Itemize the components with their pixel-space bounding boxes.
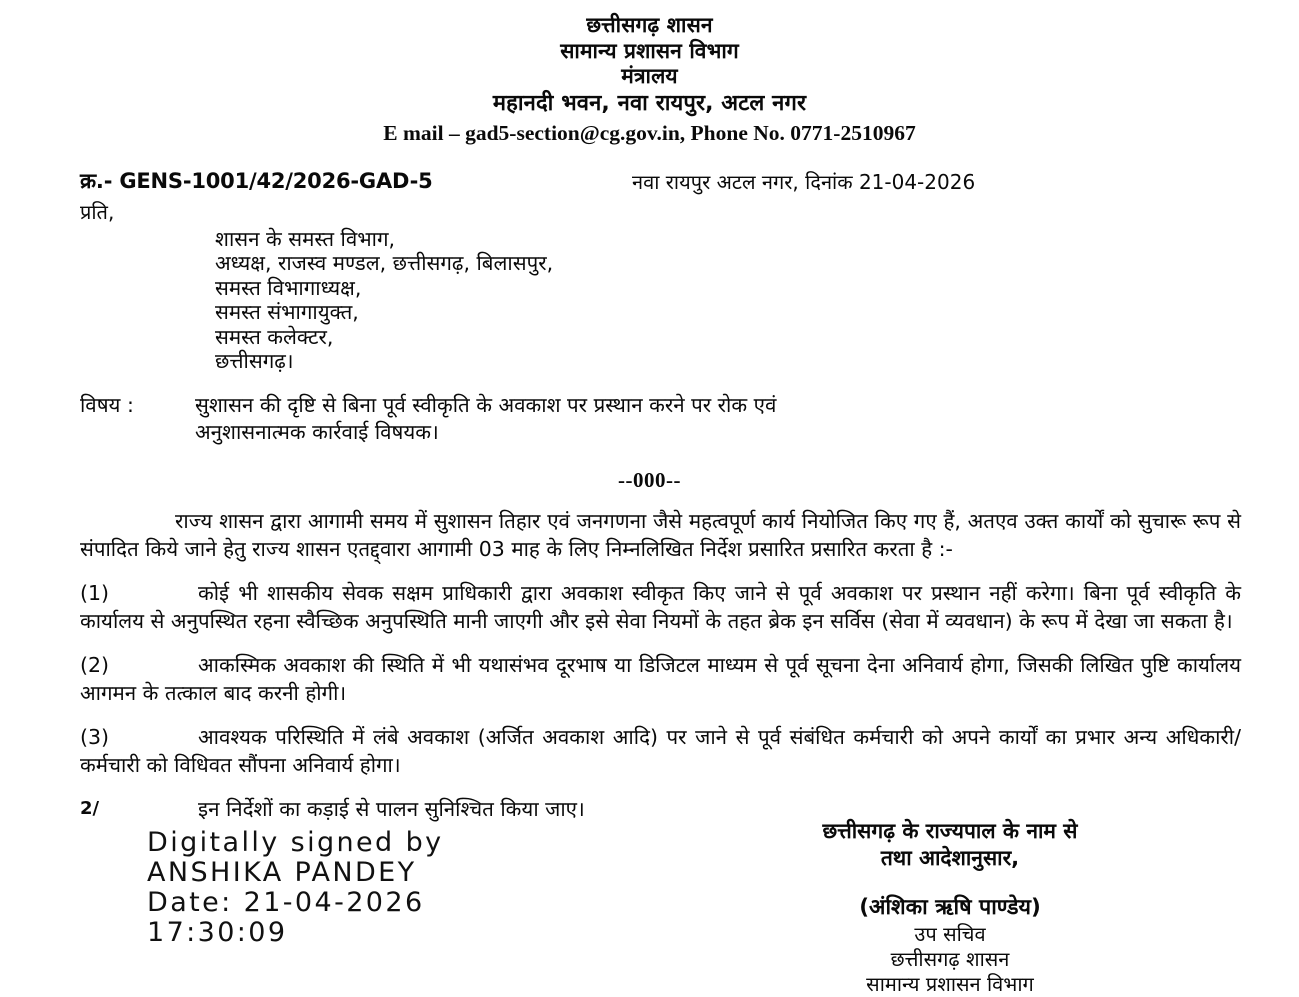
list-item: समस्त संभागायुक्त, [215, 300, 359, 325]
subject-line-2: अनुशासनात्मक कार्रवाई विषयक। [195, 420, 439, 445]
reference-number: क्र.- GENS-1001/42/2026-GAD-5 [80, 168, 433, 193]
reference-row [0, 167, 1299, 197]
section-separator: --000-- [618, 468, 681, 493]
subject-line-1: सुशासन की दृष्टि से बिना पूर्व स्वीकृति के अवकाश पर प्रस्थान करने पर रोक एवं [195, 393, 777, 418]
list-item: समस्त विभागाध्यक्ष, [215, 275, 362, 300]
point-marker: (2) [80, 653, 110, 678]
to-label: प्रति, [80, 199, 115, 224]
intro-paragraph: राज्य शासन द्वारा आगामी समय में सुशासन तिहार एवं जनगणना जैसे महत्वपूर्ण कार्य नियोजित किए गए हैं, अतएव उक्त कार्यों को सुचारू रूप से संपादित किये जाने हेतु राज्य शासन एतद्द्वारा आगामी 03 माह के लिए निम्नलिखित निर्देश प्रसारित प्रसारित करता है :- [80, 509, 1241, 562]
place-and-date: नवा रायपुर अटल नगर, दिनांक 21-04-2026 [632, 169, 976, 194]
instruction-point-2 [0, 651, 1299, 707]
instruction-point-1 [0, 579, 1299, 635]
signatory-name: (अंशिका ऋषि पाण्डेय) [859, 895, 1041, 920]
point-text: आवश्यक परिस्थिति में लंबे अवकाश (अर्जित अवकाश आदि) पर जाने से पूर्व संबंधित कर्मचारी को अपने कार्यों का प्रभार अन्य अधिकारी/कर्मचारी को विधिवत सौंपना अनिवार्य होगा। [80, 725, 1241, 778]
digital-signature-stamp [147, 828, 444, 948]
point-text: कोई भी शासकीय सेवक सक्षम प्राधिकारी द्वारा अवकाश स्वीकृत किए जाने से पूर्व अवकाश पर प्रस्थान नहीं करेगा। बिना पूर्व स्वीकृति के कार्यालय से अनुपस्थित रहना स्वैच्छिक अनुपस्थिति मानी जाएगी और इसे सेवा नियमों के तहत ब्रेक इन सर्विस (सेवा में व्यवधान) के रूप में देखा जा सकता है। [80, 581, 1241, 634]
list-item: शासन के समस्त विभाग, [215, 226, 396, 251]
office-address: महानदी भवन, नवा रायपुर, अटल नगर [492, 90, 807, 116]
digital-signature-line-1: Digitally signed by [147, 827, 444, 858]
signatory-department: सामान्य प्रशासन विभाग [866, 972, 1034, 996]
authority-line-1: छत्तीसगढ़ के राज्यपाल के नाम से [822, 819, 1078, 843]
signatory-government: छत्तीसगढ़ शासन [890, 947, 1010, 971]
contact-line: E mail – gad5-section@cg.gov.in, Phone No. 0771-2510967 [383, 120, 916, 145]
list-item: छत्तीसगढ़। [215, 349, 294, 374]
subject-block [0, 392, 1299, 446]
government-name: छत्तीसगढ़ शासन [586, 13, 713, 37]
instruction-point-3 [0, 723, 1299, 779]
subject-text [195, 392, 1241, 446]
authority-line-2: तथा आदेशानुसार, [880, 846, 1020, 870]
footer-zone [0, 818, 1299, 996]
digital-signature-signer: ANSHIKA PANDEY [147, 857, 417, 888]
digital-signature-time: 17:30:09 [147, 917, 288, 948]
signatory-designation: उप सचिव [914, 922, 986, 946]
point-marker: (3) [80, 725, 110, 750]
department-name: सामान्य प्रशासन विभाग [560, 38, 739, 63]
subject-label: विषय : [80, 393, 134, 418]
point-text: आकस्मिक अवकाश की स्थिति में भी यथासंभव दूरभाष या डिजिटल माध्यम से पूर्व सूचना देना अनिवार्य होगा, जिसकी लिखित पुष्टि कार्यालय आगमन के तत्काल बाद करनी होगी। [80, 653, 1241, 706]
signature-block [690, 818, 1210, 997]
addressee-list [0, 227, 1299, 375]
point-marker: (1) [80, 581, 110, 606]
closing-text: इन निर्देशों का कड़ाई से पालन सुनिश्चित किया जाए। [198, 797, 585, 822]
secretariat-name: मंत्रालय [621, 64, 678, 88]
list-item: अध्यक्ष, राजस्व मण्डल, छत्तीसगढ़, बिलासपुर, [215, 251, 554, 276]
digital-signature-date: Date: 21-04-2026 [147, 887, 425, 918]
letterhead [0, 0, 1299, 147]
list-item: समस्त कलेक्टर, [215, 324, 334, 349]
closing-marker: 2/ [80, 798, 100, 820]
